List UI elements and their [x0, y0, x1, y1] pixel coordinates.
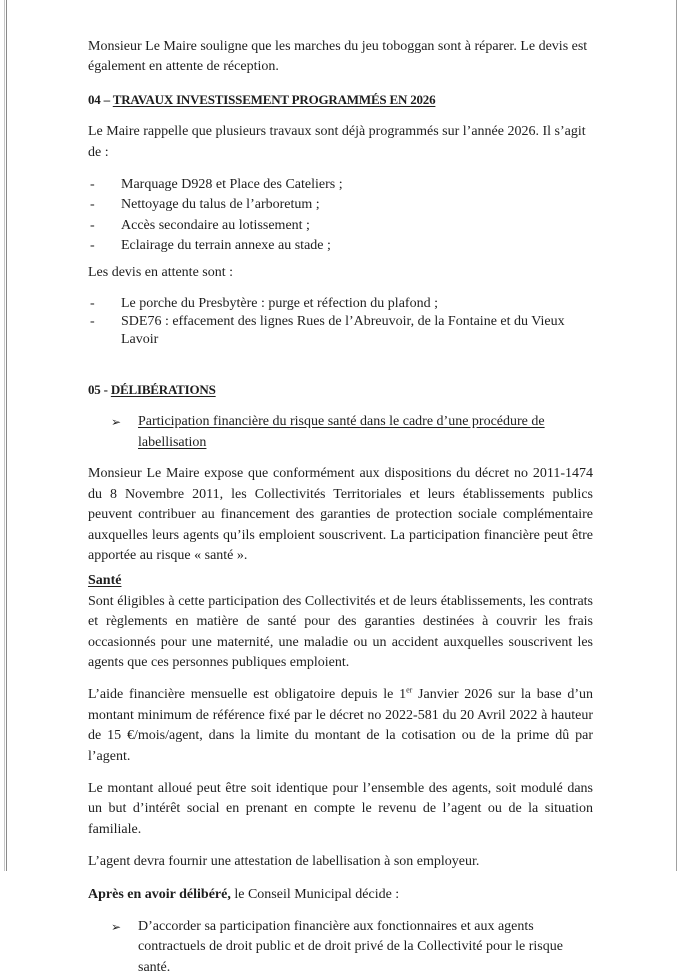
page-edge-right	[676, 0, 677, 871]
dash-bullet: -	[90, 177, 95, 193]
sante-heading: Santé	[88, 573, 122, 589]
list-item: - Nettoyage du talus de l’arboretum ;	[88, 195, 593, 215]
dash-bullet: -	[90, 314, 95, 330]
section-05-number: 05 -	[88, 382, 111, 398]
page-edge-left-inner	[6, 0, 7, 871]
section-04-title: TRAVAUX INVESTISSEMENT PROGRAMMÉS EN 2026	[112, 91, 436, 107]
dash-bullet: -	[90, 296, 95, 312]
section-04-heading	[88, 90, 593, 110]
list-item: - Le porche du Presbytère : purge et réfection du plafond ;	[90, 296, 438, 312]
dash-bullet: -	[90, 238, 95, 254]
decision-lead-bold: Après en avoir délibéré,	[88, 886, 231, 902]
decision-lead: Après en avoir délibéré, le Conseil Municipal décide :	[88, 886, 400, 902]
document-page	[88, 37, 593, 978]
pending-quotes-lead: Les devis en attente sont :	[88, 264, 234, 280]
dash-bullet: -	[90, 197, 95, 213]
list-item: - Accès secondaire au lotissement ;	[88, 216, 593, 236]
arrow-bullet-icon: ➢	[111, 920, 122, 934]
page-edge-left-outer	[4, 0, 5, 871]
deliberation-subject	[88, 412, 593, 453]
section-04-number: 04 –	[88, 91, 113, 107]
pending-quotes-list	[88, 295, 593, 349]
list-item: - Marquage D928 et Place des Cateliers ;	[88, 175, 593, 195]
section-05-title: DÉLIBÉRATIONS	[110, 382, 216, 398]
montant-paragraph: Le montant alloué peut être soit identique pour l’ensemble des agents, soit modulé dans un but d’intérêt social en prenant en compte le revenu de l’agent ou de la situation familiale.	[88, 780, 593, 837]
section-04-lead: Le Maire rappelle que plusieurs travaux sont déjà programmés sur l’année 2026. Il s’agit de :	[88, 124, 586, 160]
deliberation-subject-title: Participation financière du risque santé dans le cadre d’une procédure de labellisation	[138, 414, 545, 450]
arrow-bullet-icon: ➢	[111, 415, 122, 430]
list-item: - Eclairage du terrain annexe au stade ;	[88, 236, 593, 256]
exposition-paragraph: Monsieur Le Maire expose que conformément aux dispositions du décret no 2011-1474 du 8 Novembre 2011, les Collectivités Territoriales et leurs établissements publics peuvent contribuer au financement des garanties de protection sociale complémentaire auxquelles leurs agents qu’ils emploient souscrivent. La participation financière peut être apportée au risque « santé ».	[88, 466, 593, 563]
decision-item: ➢ D’accorder sa participation financière aux fonctionnaires et aux agents contractuels de droit public et de droit privé de la Collectivité pour le risque santé.	[111, 919, 563, 975]
section-05-heading	[88, 380, 593, 400]
attestation-paragraph: L’agent devra fournir une attestation de labellisation à son employeur.	[88, 854, 480, 870]
aide-financiere-paragraph: L’aide financière mensuelle est obligatoire depuis le 1er Janvier 2026 sur la base d’un montant minimum de référence fixé par le décret no 2022-581 du 20 Avril 2022 à hauteur de 15 €/mois/agent, dans la limite du montant de la cotisation ou de la prime dû par l’agent.	[88, 685, 593, 764]
intro-paragraph: Monsieur Le Maire souligne que les marches du jeu toboggan sont à réparer. Le devis est également en attente de réception.	[88, 39, 588, 75]
programmed-works-list	[88, 175, 593, 257]
list-item: - SDE76 : effacement des lignes Rues de l’Abreuvoir, de la Fontaine et du Vieux Lavoir	[90, 314, 565, 348]
sante-paragraph: Sont éligibles à cette participation des Collectivités et de leurs établissements, les contrats et règlements en matière de santé pour des garanties destinées à couvrir les frais occasionnés pour une maternité, une maladie ou un accident auxquelles souscrivent les agents que ces personnes publiques emploient.	[88, 593, 593, 670]
dash-bullet: -	[90, 217, 95, 233]
